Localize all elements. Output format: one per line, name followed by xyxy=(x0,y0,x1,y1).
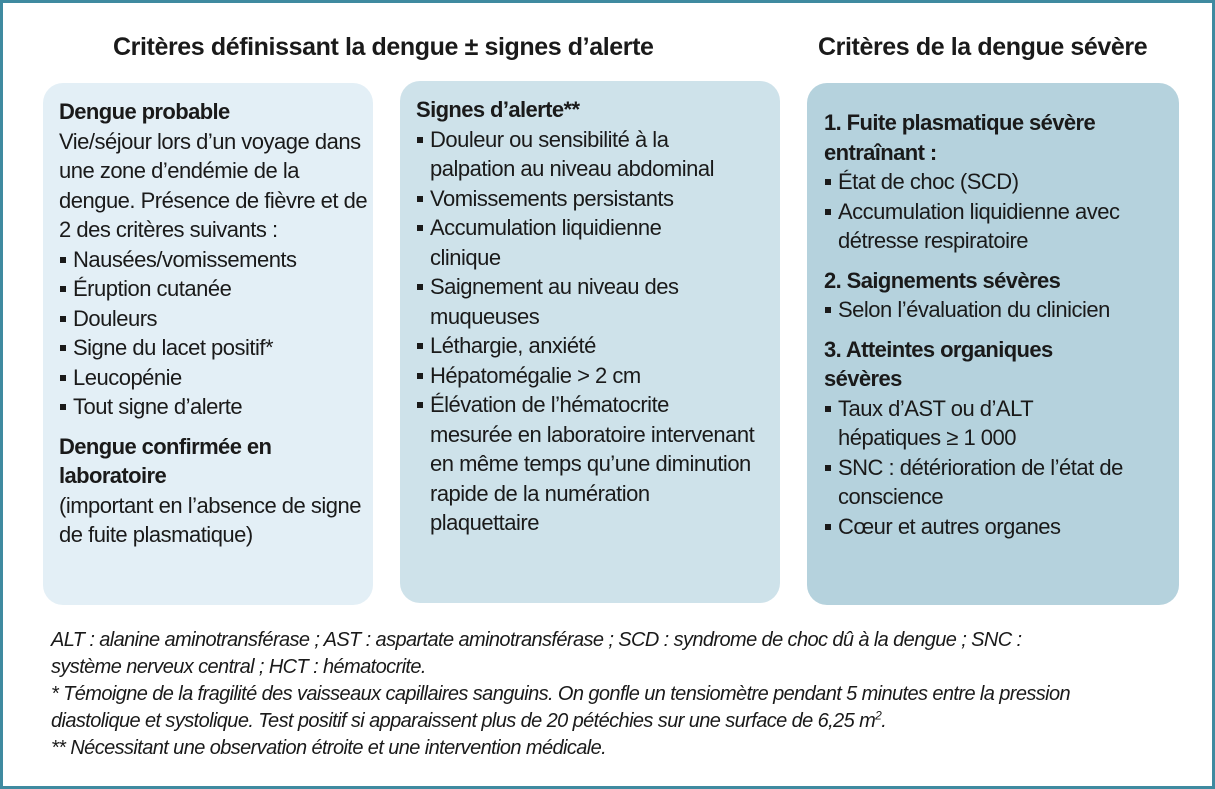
footnotes xyxy=(51,627,1201,762)
list-item: Douleur ou sensibilité à la palpation au niveau abdominal xyxy=(416,125,756,184)
severe-heading-1: 1. Fuite plasmatique sévère entraînant : xyxy=(824,110,1096,165)
list-item: Taux d’AST ou d’ALT hépatiques ≥ 1 000 xyxy=(824,394,1074,453)
severe-heading-3: 3. Atteintes organiques sévères xyxy=(824,336,1053,391)
list-item: Nausées/vomissements xyxy=(59,245,373,275)
list-item: Tout signe d’alerte xyxy=(59,392,373,422)
list-item: Selon l’évaluation du clinicien xyxy=(824,295,1179,325)
list-item: Accumulation liquidienne clinique xyxy=(416,213,716,272)
title-severe-dengue: Critères de la dengue sévère xyxy=(818,33,1148,61)
severe-list-2 xyxy=(824,295,1179,325)
probable-intro: Vie/séjour lors d’un voyage dans une zone d’endémie de la dengue. Présence de fièvre et de 2 des critères suivants : xyxy=(59,128,368,242)
probable-heading: Dengue probable xyxy=(59,99,230,124)
list-item: Signe du lacet positif* xyxy=(59,333,373,363)
title-dengue-criteria: Critères définissant la dengue ± signes d’alerte xyxy=(113,33,654,61)
alert-signs-list xyxy=(416,125,780,538)
list-item: Hépatomégalie > 2 cm xyxy=(416,361,780,391)
superscript-2: 2 xyxy=(875,708,882,723)
list-item: Saignement au niveau des muqueuses xyxy=(416,272,686,331)
list-item: Douleurs xyxy=(59,304,373,334)
list-item: Leucopénie xyxy=(59,363,373,393)
severe-list-1 xyxy=(824,167,1179,256)
list-item: SNC : détérioration de l’état de conscience xyxy=(824,453,1159,512)
footnote-double-asterisk: ** Nécessitant une observation étroite et une intervention médicale. xyxy=(51,737,607,759)
alert-signs-box xyxy=(400,81,780,603)
confirmed-note: (important en l’absence de signe de fuite plasmatique) xyxy=(59,492,361,547)
alert-heading: Signes d’alerte** xyxy=(416,97,580,122)
confirmed-heading: Dengue confirmée en laboratoire xyxy=(59,433,272,488)
list-item: État de choc (SCD) xyxy=(824,167,1179,197)
severe-list-3 xyxy=(824,394,1179,542)
list-item: Éruption cutanée xyxy=(59,274,373,304)
list-item: Accumulation liquidienne avec détresse respiratoire xyxy=(824,197,1144,256)
severe-heading-2: 2. Saignements sévères xyxy=(824,267,1061,293)
list-item: Élévation de l’hématocrite mesurée en laboratoire intervenant en même temps qu’une diminution rapide de la numération plaquettaire xyxy=(416,390,756,538)
footnote-abbreviations: ALT : alanine aminotransférase ; AST : aspartate aminotransférase ; SCD : syndrome de choc dû à la dengue ; SNC : système nerveux central ; HCT : hématocrite. xyxy=(51,629,1022,678)
list-item: Cœur et autres organes xyxy=(824,512,1179,542)
probable-criteria-list xyxy=(59,245,373,422)
list-item: Vomissements persistants xyxy=(416,184,780,214)
footnote-asterisk-end: . xyxy=(881,710,887,732)
list-item: Léthargie, anxiété xyxy=(416,331,780,361)
footnote-asterisk-text: * Témoigne de la fragilité des vaisseaux capillaires sanguins. On gonfle un tensiomètre pendant 5 minutes entre la pression diastolique et systolique. Test positif si apparaissent plus de 20 pétéchies sur une surface de 6,25 m xyxy=(51,683,1071,732)
footnote-asterisk xyxy=(51,681,1161,735)
probable-dengue-box xyxy=(43,83,373,605)
severe-dengue-box xyxy=(807,83,1179,605)
